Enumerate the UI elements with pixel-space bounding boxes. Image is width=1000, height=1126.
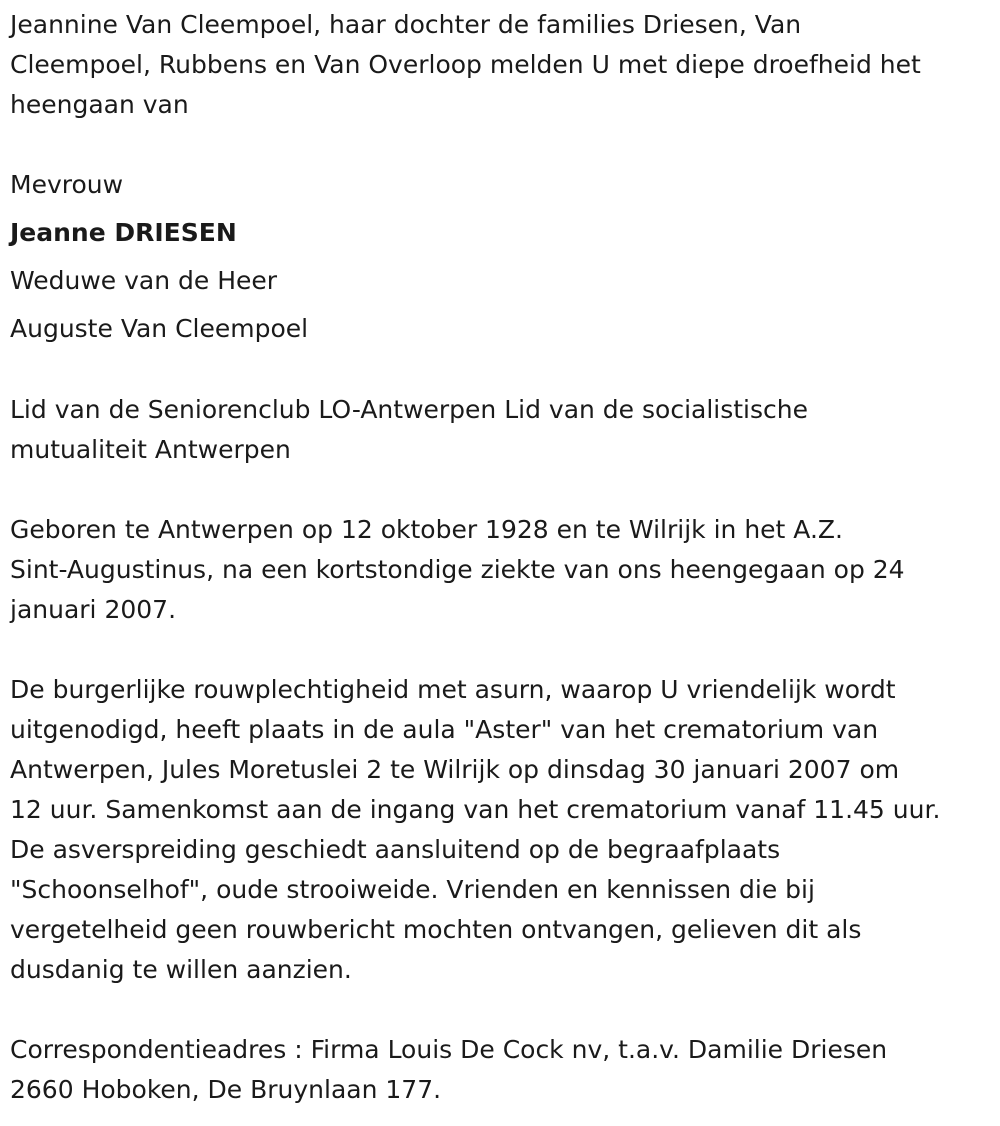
birth-death-line: Geboren te Antwerpen op 12 oktober 1928 en te Wilrijk in het A.Z. (10, 515, 843, 544)
ceremony-line: De burgerlijke rouwplechtigheid met asurn, waarop U vriendelijk wordt (10, 675, 896, 704)
birth-death-paragraph (10, 510, 995, 630)
intro-line: Jeannine Van Cleempoel, haar dochter de families Driesen, Van (10, 10, 802, 39)
correspondence-line: Correspondentieadres : Firma Louis De Cock nv, t.a.v. Damilie Driesen (10, 1035, 888, 1064)
ceremony-line: De asverspreiding geschiedt aansluitend op de begraafplaats (10, 835, 781, 864)
spouse-name: Auguste Van Cleempoel (10, 314, 309, 343)
birth-death-line: Sint-Augustinus, na een kortstondige ziekte van ons heengegaan op 24 (10, 555, 905, 584)
correspondence-line: 2660 Hoboken, De Bruynlaan 177. (10, 1075, 442, 1104)
ceremony-line: dusdanig te willen aanzien. (10, 955, 352, 984)
intro-paragraph (10, 5, 995, 125)
memberships-paragraph (10, 390, 995, 470)
deceased-name: Jeanne DRIESEN (10, 218, 237, 247)
ceremony-line: 12 uur. Samenkomst aan de ingang van het crematorium vanaf 11.45 uur. (10, 795, 941, 824)
ceremony-line: vergetelheid geen rouwbericht mochten ontvangen, gelieven dit als (10, 915, 862, 944)
memberships-line: Lid van de Seniorenclub LO-Antwerpen Lid van de socialistische (10, 395, 808, 424)
ceremony-line: "Schoonselhof", oude strooiweide. Vrienden en kennissen die bij (10, 875, 815, 904)
ceremony-line: uitgenodigd, heeft plaats in de aula "Aster" van het crematorium van (10, 715, 879, 744)
correspondence-paragraph (10, 1030, 995, 1110)
memberships-line: mutualiteit Antwerpen (10, 435, 291, 464)
birth-death-line: januari 2007. (10, 595, 177, 624)
intro-line: heengaan van (10, 90, 189, 119)
ceremony-paragraph (10, 670, 995, 990)
ceremony-line: Antwerpen, Jules Moretuslei 2 te Wilrijk op dinsdag 30 januari 2007 om (10, 755, 900, 784)
widow-of-line: Weduwe van de Heer (10, 266, 278, 295)
intro-line: Cleempoel, Rubbens en Van Overloop melden U met diepe droefheid het (10, 50, 921, 79)
salutation: Mevrouw (10, 170, 124, 199)
